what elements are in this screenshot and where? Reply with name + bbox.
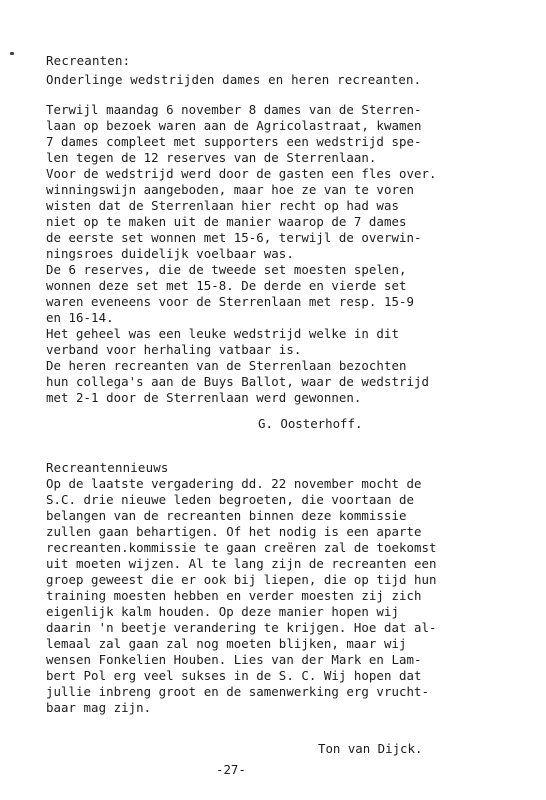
body-line: hun collega's aan de Buys Ballot, waar de wedstrijd [46, 374, 429, 389]
body-line: daarin 'n beetje verandering te krijgen. Hoe dat al- [46, 620, 437, 635]
body-line: wonnen deze set met 15-8. De derde en vierde set [46, 278, 407, 293]
body-line: met 2-1 door de Sterrenlaan werd gewonnen. [46, 390, 362, 405]
body-line: De heren recreanten van de Sterrenlaan bezochten [46, 358, 407, 373]
body-line: wisten dat de Sterrenlaan hier recht op had was [46, 198, 399, 213]
body-line: belangen van de recreanten binnen deze kommissie [46, 508, 407, 523]
body-line: groep geweest die er ook bij liepen, die op tijd hun [46, 572, 437, 587]
body-line: laan op bezoek waren aan de Agricolastraat, kwamen [46, 118, 422, 133]
body-line: uit moeten wijzen. Al te lang zijn de recreanten een [46, 556, 437, 571]
body-line: Voor de wedstrijd werd door de gasten een fles over. [46, 166, 437, 181]
section-heading-recreantennieuws: Recreantennieuws [46, 460, 169, 475]
body-line: jullie inbreng groot en de samenwerking erg vrucht- [46, 684, 429, 699]
body-line: Het geheel was een leuke wedstrijd welke in dit [46, 326, 399, 341]
body-line: 7 dames compleet met supporters een wedstrijd spe- [46, 134, 422, 149]
body-line: baar mag zijn. [46, 700, 152, 715]
section-subheading: Onderlinge wedstrijden dames en heren recreanten. [46, 72, 422, 87]
body-line: Op de laatste vergadering dd. 22 november mocht de [46, 476, 422, 491]
body-line: waren eveneens voor de Sterrenlaan met resp. 15-9 [46, 294, 414, 309]
body-line: bert Pol erg veel sukses in de S. C. Wij hopen dat [46, 668, 422, 683]
body-line: De 6 reserves, die de tweede set moesten spelen, [46, 262, 407, 277]
body-line: wensen Fonkelien Houben. Lies van der Mark en Lam- [46, 652, 422, 667]
body-line: len tegen de 12 reserves van de Sterrenlaan. [46, 150, 377, 165]
body-line: zullen gaan behartigen. Of het nodig is een aparte [46, 524, 422, 539]
body-line: S.C. drie nieuwe leden begroeten, die voortaan de [46, 492, 414, 507]
body-line: verband voor herhaling vatbaar is. [46, 342, 302, 357]
body-line: niet op te maken uit de manier waarop de 7 dames [46, 214, 407, 229]
body-line: de eerste set wonnen met 15-6, terwijl de overwin- [46, 230, 422, 245]
body-line: lemaal zal gaan zal nog moeten blijken, maar wij [46, 636, 407, 651]
signature-oosterhoff: G. Oosterhoff. [258, 416, 363, 431]
signature-van-dijck: Ton van Dijck. [318, 741, 423, 756]
page-number: -27- [216, 762, 246, 777]
section-heading-recreanten: Recreanten: [46, 53, 131, 68]
body-line: recreanten.kommissie te gaan creëren zal de toekomst [46, 540, 437, 555]
body-line: en 16-14. [46, 310, 114, 325]
body-line: ningsroes duidelijk voelbaar was. [46, 246, 294, 261]
body-line: winningswijn aangeboden, maar hoe ze van te voren [46, 182, 414, 197]
body-line: eigenlijk kalm houden. Op deze manier hopen wij [46, 604, 399, 619]
body-line: training moesten hebben en verder moesten zij zich [46, 588, 422, 603]
body-line: Terwijl maandag 6 november 8 dames van de Sterren- [46, 102, 422, 117]
margin-speck [10, 52, 14, 55]
